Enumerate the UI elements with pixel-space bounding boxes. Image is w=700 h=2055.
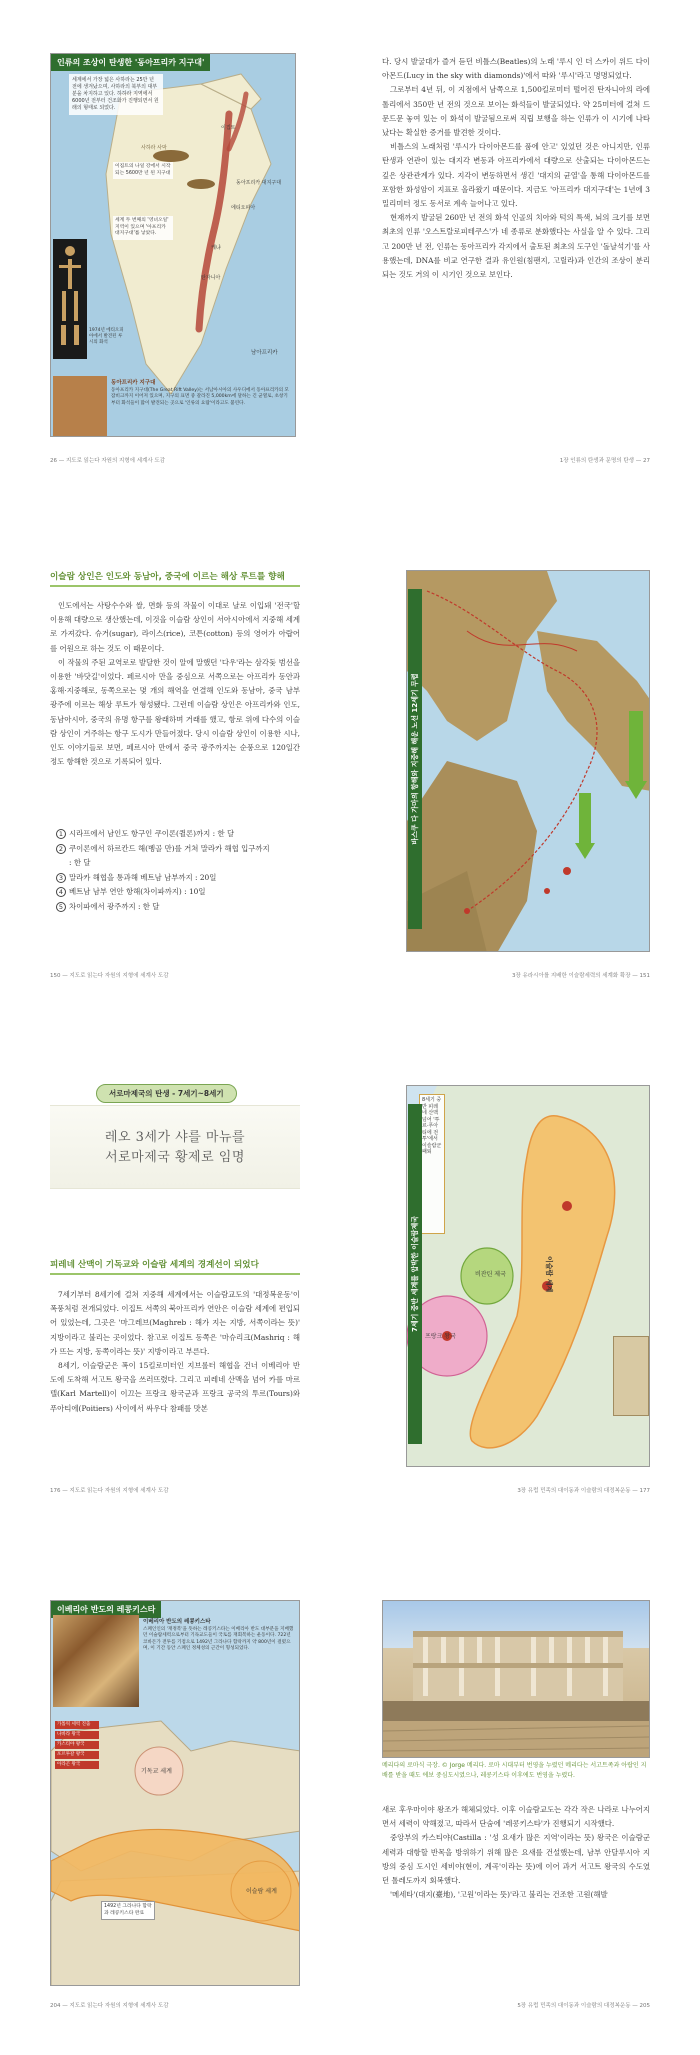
body-text (50, 599, 300, 769)
legend-item: 아라곤 왕국 (55, 1761, 99, 1769)
paragraph: 새로 후우마이야 왕조가 해체되었다. 이후 이슬람교도는 각각 작은 나라로 나누어지면서 세력이 약해졌고, 따라서 단숨에 '레콩키스타'가 진행되기 시작했다. (382, 1805, 650, 1829)
page-26 (0, 0, 350, 490)
box-title: 인류의 조상이 탄생한 '동아프리카 지구대' (51, 54, 210, 71)
inset-note-1: 이집트의 나일 강에서 시작되는 5600만 년 된 지구대 (113, 162, 173, 179)
map-label-christian: 기독교 세계 (141, 1768, 172, 1775)
folio: 150 — 지도로 읽는다 자원의 지형에 세계사 도감 (50, 973, 169, 979)
inset-note-2: 세계 두 번째의 '영녀오일' 지역이 있으며 '아프리카 대지구대'를 낳았다. (113, 216, 173, 240)
spread-1 (0, 0, 700, 500)
map-label-tanzania: 탄자니아 (201, 275, 221, 281)
map-label-sahara: 사하라 사막 (141, 145, 167, 151)
paragraph: 그로부터 4년 뒤, 이 지점에서 남쪽으로 1,500킬로미터 떨어진 탄자니아의 라에톨리에서 350만 년 전의 것으로 보이는 화석들이 발굴되었다. 약 25미터에 걸쳐 드문드문 놓여 있는 이 화석이 발굴됨으로써 직립 보행을 하는 인류가 이 시기에 나타났다는 확실한 증거를 발견한 것이다. (382, 85, 650, 138)
side-label: 8세기 중반 피레네 산맥 넘어 '투르·푸아티에 전투'에서 이슬람군 패퇴 (419, 1094, 445, 1234)
section-heading: 피레네 산맥이 기독교와 이슬람 세계의 경계선이 되었다 (50, 1260, 259, 1270)
list-item: : 한 달 (69, 858, 91, 867)
spread-4 (0, 1545, 700, 2045)
folio: 176 — 지도로 읽는다 자원의 지형에 세계사 도감 (50, 1488, 169, 1494)
paragraph: 현재까지 발굴된 260만 년 전의 화석 인골의 치아와 턱의 특색, 뇌의 크기를 보면 최초의 인류 '오스트랄로피테쿠스'가 네 종류로 분화했다는 사실을 알 수 있다. 그리고 200만 년 전, 인류는 동아프리카 각지에서 출토된 최초의 도구인 '돌날석기'를 사용했는데, DNA를 비교 연구한 결과 유인원(침팬지, 고릴라)과 인간의 조상이 분리되는 것도 거의 이 시기인 것으로 보인다. (382, 213, 650, 280)
map-vertical-title: 7세기 중반 세계를 압박한 이슬람제국 (408, 1104, 422, 1444)
paragraph: 중앙부의 카스티야(Castilla : '성 요새가 많은 지역'이라는 뜻) 왕국은 이슬람군세력과 대항할 반목을 방위하기 위해 많은 요새를 건설했는데, 남부 안달루시아 지방의 중심 도시인 세비야(현이, 계곡'이라는 뜻)에 이어 과거 서고트 왕국의 수도였던 톨레도까지 회복했다. (382, 1833, 650, 1886)
heading-rule (50, 1273, 300, 1275)
voyage-list (56, 827, 300, 914)
list-item: 5 차이파에서 광주까지 : 한 달 (56, 900, 300, 915)
map-vertical-title: 바스쿠 다 가마의 항해와 지중해 해운 노선 12세기 무렵 (408, 589, 422, 929)
page-150 (0, 515, 350, 1005)
legend-item: 카스티야 왕국 (55, 1741, 99, 1749)
chapter-title: 레오 3세가 샤를 마뉴를 서로마제국 황제로 임명 (104, 1130, 246, 1165)
legend-item: 나바라 왕국 (55, 1731, 99, 1739)
paragraph: 다. 당시 발굴대가 즐겨 듣던 비틀스(Beatles)의 노래 '루시 인 더 스카이 위드 다이아몬드(Lucy in the sky with diamonds)'에서 따와 '루시'라고 명명되었다. (382, 57, 650, 81)
paragraph: 비틀스의 노래처럼 '루시가 다이아몬드를 품에 안고' 있었던 것은 아니지만, 인류 탄생과 연관이 있는 대지각 변동과 아프리카에서 대량으로 산출되는 다이아몬드는 깊은 상관관계가 있다. 지각이 변동하면서 생긴 '대지의 균열'을 통해 다이아몬드를 포함한 화성암이 지표로 올라왔기 때문이다. 지금도 '아프리카 대지구대'는 1년에 3밀리미터 정도 동서로 계속 늘어나고 있다. (382, 142, 650, 209)
map-label-south-africa: 남아프리카 (251, 350, 278, 356)
folio: 3장 유럽 민족의 대이동과 이슬람의 대정복운동 — 177 (517, 1488, 650, 1494)
inset-title: 이베리아 반도의 레콩키스타 (143, 1619, 211, 1625)
page-151 (350, 515, 700, 1005)
map-label-rift: 동아프리카 대지구대 (236, 180, 282, 186)
spread-3 (0, 1030, 700, 1530)
paragraph: 8세기, 이슬람군은 폭이 15킬로미터인 지브롤터 해협을 건너 이베리아 반도에 도착해 서고트 왕국을 쓰러뜨렸다. 그리고 피레네 산맥을 넘어 카를 마르텔(Karl Martell)이 이끄는 프랑크 왕국군과 프랑크 공국의 투르(Tours)와 푸아티에(Poitiers) 사이에서 싸우다 참패를 맛본 (50, 1361, 300, 1413)
inset-text: 스페인인의 '재정복'을 뜻하는 레콩키스타는 이베리아 반도 대부분을 지배했던 이슬람세력으로부터 기독교도들이 국토를 재회복하는 운동이다. 722년 코바돈가 전투를 기점으로 1492년 그라나다 함락까지 약 800년이 걸렸으며, 이 기간 동안 스페인 정체성의 근간이 형성되었다. (143, 1627, 294, 1651)
map-label-byzantine: 비잔틴 제국 (475, 1271, 506, 1278)
folio: 3장 유라시아를 지배한 이슬람세력의 세계화 확장 — 151 (512, 973, 650, 979)
fossil-photo (53, 239, 87, 359)
map-label-frank: 프랑크 왕국 (425, 1333, 456, 1340)
body-text (50, 1288, 300, 1416)
folio: 26 — 지도로 읽는다 자원의 지형에 세계사 도감 (50, 458, 166, 464)
islam-map (406, 1085, 650, 1467)
body-text (382, 1803, 650, 1902)
page-176 (0, 1030, 350, 1520)
body-text (382, 55, 650, 282)
fossil-caption: 1974년 에티오피아에서 발견된 루시의 화석 (89, 328, 124, 345)
legend-item: 가톨릭 세력 진출 (55, 1721, 99, 1729)
page-205 (350, 1545, 700, 2035)
page-177 (350, 1030, 700, 1520)
map-label-kenya: 케냐 (211, 245, 221, 251)
paragraph: 인도에서는 사탕수수와 쌀, 면화 등의 작물이 이대로 날로 이입돼 '전국'할 이용해 대량으로 생산했는데, 이것을 이슬람 상인이 서아시아에서 지중해 세계로 가져갔다. 슈거(sugar), 라이스(rice), 코튼(cotton) 등의 영어가 아랍어를 어원으로 하는 것도 이 때문이다. (50, 601, 300, 653)
list-item: 4 베트남 남부 연안 항해(차이파까지) : 10일 (56, 885, 300, 900)
list-item: 3 말라카 해협을 통과해 베트남 남부까지 : 20일 (56, 871, 300, 886)
inset-title: 동아프리카 지구대 (111, 380, 156, 386)
reconquista-map (50, 1600, 300, 1986)
folio: 5장 유럽 민족의 대이동과 이슬람의 대정복운동 — 205 (517, 2003, 650, 2009)
spread-2 (0, 515, 700, 1015)
legend-list (55, 1721, 99, 1769)
era-badge: 서로마제국의 탄생 - 7세기~8세기 (96, 1084, 237, 1103)
list-item: 1 시라프에서 남인도 항구인 쿠이론(퀼론)까지 : 한 달 (56, 827, 300, 842)
map-label-islam: 이슬람 세계 (246, 1888, 277, 1895)
section-heading: 이슬람 상인은 인도와 동남아, 중국에 이르는 해상 루트를 향해 (50, 572, 285, 582)
folio: 204 — 지도로 읽는다 자원의 지형에 세계사 도감 (50, 2003, 169, 2009)
paragraph: '메세타'(대지(臺地), '고원'이라는 뜻)'라고 불리는 건조한 고원(해발 (390, 1890, 608, 1900)
box-note: 세계에서 가장 넓은 사하라는 25만 년 전에 생겨났으며, 사하라의 북부의 대부분을 차지하고 있다. 하하라 지역에서 6000년 전부터 건조화가 진행되면서 원래의 형태로 되었다. (69, 74, 163, 115)
page-204 (0, 1545, 350, 2035)
heading-rule (50, 585, 300, 587)
photo-caption: 메리다의 로마식 극장. © Jorge 메리다. 로마 시대부터 번영을 누렸던 메리다는 서고트족과 아랍인 지배를 받을 때도 에보 중심도시였으나, 레콩키스타 이후에도 번영을 누렸다. (382, 1762, 647, 1779)
map-label-egypt: 이집트 (221, 125, 236, 131)
box-title: 이베리아 반도의 레콩키스타 (51, 1601, 161, 1618)
inset-photo (53, 376, 107, 436)
africa-map-panel (50, 53, 296, 437)
paragraph: 7세기부터 8세기에 걸쳐 지중해 세계에서는 이슬람교도의 '대정복운동'이 폭풍처럼 전개되었다. 이집트 서쪽의 북아프리카 연안은 이슬람 세계에 편입되어 있었는데, 그곳은 '마그레브(Maghreb : 해가 지는 지방, 서쪽이라는 뜻)' 지방이라고 불리는 곳이었다. 참고로 이집트 동쪽은 '마슈리크(Mashriq : 해가 뜨는 지방, 동쪽이라는 뜻)' 지방이라고 부른다. (50, 1290, 300, 1356)
map-label-islam: 이슬람 세계 (545, 1256, 553, 1293)
paragraph: 이 작물의 주된 교역로로 발달한 것이 알에 말했던 '다우'라는 삼각돛 범선을 이용한 '바닷길'이었다. 페르시아 만을 중심으로 서쪽으로는 아프리카 동안과 홍해·지중해로, 동쪽으로는 몇 개의 해역을 연결해 인도와 동남아, 중국 남부 광주에 이르는 해상 루트가 형성됐다. 그런데 이슬람 상인은 아프리카와 인도, 동남아시아, 중국의 유명 항구를 왕래하며 거래를 했고, 항로 위에 다수의 이슬람 상인이 거주하는 항구 도시가 만들어졌다. 당시 이슬람 상인이 이용한 시나, 인도 이야기들로 보면, 페르시아 만에서 중국 광주까지는 순풍으로 120일간 정도 항해한 것으로 기록되어 있다. (50, 657, 300, 767)
map-label-ethiopia: 에티오피아 (231, 205, 256, 211)
caption-box: 1492년 그라나다 함락과 레콩키스타 완료 (101, 1901, 155, 1920)
folio: 1장 인류의 탄생과 문명의 탄생 — 27 (559, 458, 650, 464)
list-item: 2 쿠이론에서 하르칸드 해(벵골 만)를 거쳐 말라카 해협 입구까지 (56, 842, 300, 857)
page-27 (350, 0, 700, 490)
theater-photo (382, 1600, 650, 1758)
inset-text: 동아프리카 지구대(The Great Rift Valley)는 서남아시아의 사우디에서 동아프리카의 모잠비크까지 이어져 있으며, 지구의 표면 중 갈라진 5,000km에 달하는 긴 균열로, 초창기부터 화석들이 많이 발견되는 곳으로 '인류의 요람'이라고도 불린다. (111, 388, 289, 406)
nautical-map (406, 570, 650, 952)
legend-item: 포르투갈 왕국 (55, 1751, 99, 1759)
ornament-photo (613, 1336, 649, 1416)
